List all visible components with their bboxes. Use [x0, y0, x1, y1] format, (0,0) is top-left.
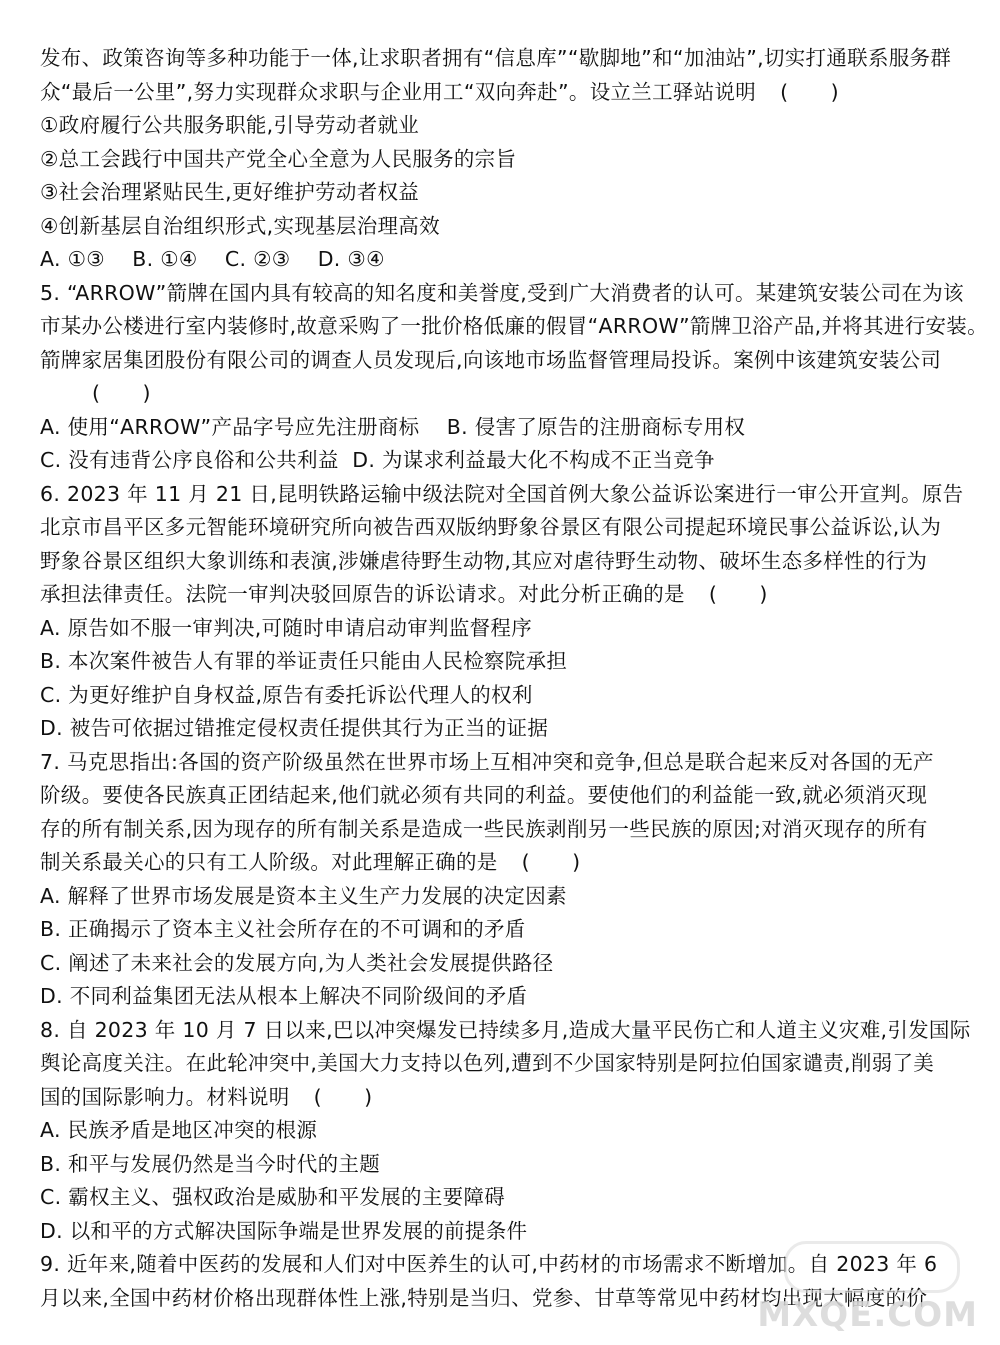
choice-line: C. 没有违背公序良俗和公共利益 D. 为谋求利益最大化不构成不正当竞争: [40, 448, 715, 472]
answer-paren: ( ): [521, 850, 599, 874]
text-line: 箭牌家居集团股份有限公司的调查人员发现后,向该地市场监督管理局投诉。案例中该建筑安装公司: [40, 347, 942, 372]
option-line: ②总工会践行中国共产党全心全意为人民服务的宗旨: [40, 146, 517, 171]
choice-line: D. 不同利益集团无法从根本上解决不同阶级间的矛盾: [40, 984, 528, 1008]
choice-line: C. 为更好维护自身权益,原告有委托诉讼代理人的权利: [40, 682, 533, 707]
text-line: [40, 377, 975, 411]
watermark-seal: [784, 1241, 960, 1293]
option-line: ③社会治理紧贴民生,更好维护劳动者权益: [40, 180, 420, 204]
text-line: 承担法律责任。法院一审判决驳回原告的诉讼请求。对此分析正确的是 ( ): [40, 578, 975, 612]
question-6-line: 6. 2023 年 11 月 21 日,昆明铁路运输中级法院对全国首例大象公益诉讼案进行一审公开宣判。原告: [40, 481, 964, 506]
choice-line: A. 民族矛盾是地区冲突的根源: [40, 1118, 318, 1142]
question-9-line: 9. 近年来,随着中医药的发展和人们对中医养生的认可,中药材的市场需求不断增加。自 2023 年 6: [40, 1252, 938, 1276]
text-line: 舆论高度关注。在此轮冲突中,美国大力支持以色列,遭到不少国家特别是阿拉伯国家谴责,削弱了美: [40, 1051, 935, 1075]
question-5-line: 5. “ARROW”箭牌在国内具有较高的知名度和美誉度,受到广大消费者的认可。某建筑安装公司在为该: [40, 280, 964, 305]
text-line: 存的所有制关系,因为现存的所有制关系是造成一些民族剥削另一些民族的原因;对消灭现存的所有: [40, 816, 928, 841]
choice-line: C. 霸权主义、强权政治是威胁和平发展的主要障碍: [40, 1185, 506, 1209]
answer-paren: ( ): [313, 1084, 391, 1109]
option-line: ①政府履行公共服务职能,引导劳动者就业: [40, 113, 420, 137]
question-7-line: 7. 马克思指出:各国的资产阶级虽然在世界市场上互相冲突和竞争,但总是联合起来反对各国的无产: [40, 749, 934, 774]
text-line: 月以来,全国中药材价格出现群体性上涨,特别是当归、党参、甘草等常见中药材均出现大幅度的价: [40, 1285, 928, 1310]
text-line: 阶级。要使各民族真正团结起来,他们就必须有共同的利益。要使他们的利益能一致,就必须消灭现: [40, 783, 928, 807]
choice-line: D. 以和平的方式解决国际争端是世界发展的前提条件: [40, 1218, 528, 1243]
choice-line: A. ①③ B. ①④ C. ②③ D. ③④: [40, 247, 385, 271]
text-line: 众“最后一公里”,努力实现群众求职与企业用工“双向奔赴”。设立兰工驿站说明 ( ): [40, 76, 975, 110]
answer-paren: ( ): [92, 381, 169, 405]
text-line: 市某办公楼进行室内装修时,故意采购了一批价格低廉的假冒“ARROW”箭牌卫浴产品,并将其进行安装。: [40, 314, 988, 338]
choice-line: B. 正确揭示了资本主义社会所存在的不可调和的矛盾: [40, 917, 526, 941]
option-line: ④创新基层自治组织形式,实现基层治理高效: [40, 213, 440, 238]
watermark-logo: MXQE.COM: [757, 1295, 978, 1335]
choice-line: A. 使用“ARROW”产品字号应先注册商标 B. 侵害了原告的注册商标专用权: [40, 414, 746, 439]
choice-line: B. 本次案件被告人有罪的举证责任只能由人民检察院承担: [40, 649, 568, 673]
choice-line: B. 和平与发展仍然是当今时代的主题: [40, 1151, 380, 1176]
text-line: 北京市昌平区多元智能环境研究所向被告西双版纳野象谷景区有限公司提起环境民事公益诉讼,认为: [40, 515, 942, 539]
answer-paren: ( ): [708, 582, 786, 606]
question-8-line: 8. 自 2023 年 10 月 7 日以来,巴以冲突爆发已持续多月,造成大量平民伤亡和人道主义灾难,引发国际: [40, 1017, 971, 1042]
text-line: 制关系最关心的只有工人阶级。对此理解正确的是 ( ): [40, 846, 975, 880]
text-line: 野象谷景区组织大象训练和表演,涉嫌虐待野生动物,其应对虐待野生动物、破坏生态多样性的行为: [40, 548, 928, 573]
choice-line: C. 阐述了未来社会的发展方向,为人类社会发展提供路径: [40, 950, 554, 975]
answer-paren: ( ): [780, 79, 857, 104]
choice-line: A. 解释了世界市场发展是资本主义生产力发展的决定因素: [40, 883, 567, 908]
text-line: 发布、政策咨询等多种功能于一体,让求职者拥有“信息库”“歇脚地”和“加油站”,切实打通联系服务群: [40, 46, 952, 70]
choice-line: A. 原告如不服一审判决,可随时申请启动审判监督程序: [40, 615, 533, 640]
text-line: 国的国际影响力。材料说明 ( ): [40, 1081, 975, 1115]
choice-line: D. 被告可依据过错推定侵权责任提供其行为正当的证据: [40, 716, 549, 740]
